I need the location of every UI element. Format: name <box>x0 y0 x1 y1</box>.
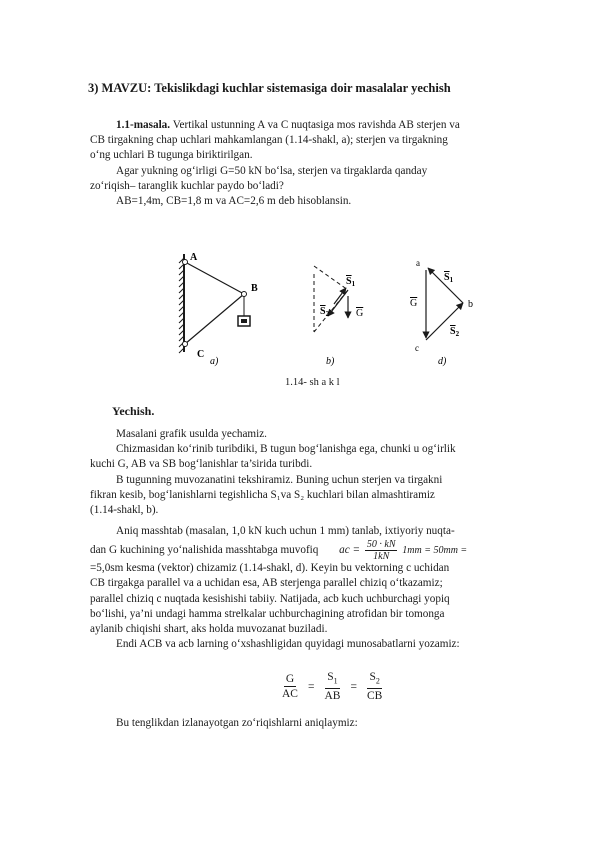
force-s2-label: $S_2$ <box>320 306 330 318</box>
solution-line: (1.14-shakl, b). <box>90 504 159 517</box>
force-s1-label: $S_1$ <box>346 276 356 288</box>
problem-statement <box>90 118 522 209</box>
point-a-label: A <box>190 252 198 263</box>
fraction-g-ac <box>280 672 300 701</box>
figure-b-caption: b) <box>326 356 335 367</box>
solution-heading: Yechish. <box>112 404 155 418</box>
solution-line: =5,0sm kesma (vektor) chizamiz (1.14-shakl, d). Keyin bu vektorning c uchidan <box>90 562 450 575</box>
ac-rhs: 1mm = 50mm = <box>402 545 468 557</box>
figure-d-caption: d) <box>438 356 447 367</box>
solution-line: Aniq masshtab (masalan, 1,0 kN kuch uchun 1 mm) tanlab, ixtiyoriy nuqta- <box>116 525 455 537</box>
fraction-denominator: CB <box>366 690 383 703</box>
solution-line: Chizmasidan ko‘rinib turibdiki, B tugun bog‘lanishga ega, chunki u og‘irlik <box>116 443 456 456</box>
figure-b-forces <box>314 266 348 332</box>
fraction-denominator: AB <box>324 690 341 703</box>
fraction-numerator: $S_2$ <box>367 670 381 689</box>
equals-sign: = <box>307 680 315 693</box>
fraction-denominator: AC <box>282 688 298 701</box>
solution-line: B tugunning muvozanatini tekshiramiz. Buning uchun sterjen va tirgakni <box>116 473 443 486</box>
problem-line: AB=1,4m, CB=1,8 m va AC=2,6 m deb hisoblansin. <box>116 195 352 208</box>
solution-line: Bu tenglikdan izlanayotgan zo‘riqishlarni aniqlaymiz: <box>116 717 358 729</box>
triangle-s2-label: $S_2$ <box>450 326 460 338</box>
similarity-formula <box>278 670 386 703</box>
solution-line: parallel chiziq c nuqtada kesishishi tabiiy. Natijada, acb kuch uchburchagi yopiq <box>90 592 450 605</box>
problem-line: zo‘riqish– taranglik kuchlar paydo bo‘ladi? <box>90 179 284 192</box>
solution-line: fikran kesib, bog‘lanishlarni tegishlicha S₁va S₂ kuchlari bilan almashtiramiz <box>90 488 435 501</box>
solution-line: bo‘lishi, ya’ni undagi hamma strelkalar uchburchagining atrofidan bir tomonga <box>90 607 445 620</box>
figure-1-14 <box>160 240 490 390</box>
closing-paragraph <box>90 716 522 731</box>
scale-fraction-denominator: 1kN <box>373 551 390 563</box>
figure-a-structure <box>179 254 250 353</box>
problem-line: CB tirgakning chap uchlari mahkamlangan (1.14-shakl, a); sterjen va tirgakning <box>90 134 448 147</box>
problem-label: 1.1-masala. <box>116 119 171 131</box>
topic-title: 3) MAVZU: Tekislikdagi kuchlar sistemasiga doir masalalar yechish <box>88 81 451 95</box>
figure-a-caption: a) <box>210 356 219 367</box>
triangle-g-label: G <box>410 298 418 309</box>
fraction-numerator: G <box>285 673 295 686</box>
fraction-s1-ab <box>322 670 342 703</box>
problem-line: o‘ng uchlari B tugunga biriktirilgan. <box>90 149 253 162</box>
scale-fraction-numerator: 50 · kN <box>366 539 396 551</box>
fraction-numerator: $S_1$ <box>325 670 339 689</box>
vertex-c-label: c <box>415 343 419 353</box>
triangle-s1-label: $S_1$ <box>444 272 454 284</box>
scale-fraction <box>365 539 398 562</box>
force-g-label: G <box>356 308 364 319</box>
equals-sign: = <box>350 680 357 693</box>
ac-lhs: ac = <box>339 544 361 557</box>
vertex-a-label: a <box>416 258 420 268</box>
solution-line: Endi ACB va acb larning o‘xshashligidan quyidagi munosabatlarni yozamiz: <box>116 638 460 651</box>
solution-line: Masalani grafik usulda yechamiz. <box>116 428 267 440</box>
solution-line: dan G kuchining yo‘nalishida masshtabga muvofiq <box>90 544 319 557</box>
problem-line: Agar yukning og‘irligi G=50 kN bo‘lsa, sterjen va tirgaklarda qanday <box>116 164 428 177</box>
solution-line: aylanib chiqishi shart, aks holda muvozanat buziladi. <box>90 623 328 636</box>
solution-line: CB tirgakga parallel va a uchidan esa, AB sterjenga parallel chiziq o‘tkazamiz; <box>90 577 443 590</box>
figure-caption: 1.14- sh a k l <box>285 377 340 388</box>
problem-line: Vertikal ustunning A va C nuqtasiga mos ravishda AB sterjen va <box>172 119 460 131</box>
solution-paragraphs <box>90 427 522 518</box>
solution-line: kuchi G, AB va SB bog‘lanishlar ta’sirida turibdi. <box>90 458 313 471</box>
fraction-s2-cb <box>365 670 384 703</box>
vertex-b-label: b <box>468 299 473 310</box>
scale-paragraph <box>90 524 522 652</box>
point-c-label: C <box>197 349 205 360</box>
point-b-label: B <box>251 283 258 294</box>
